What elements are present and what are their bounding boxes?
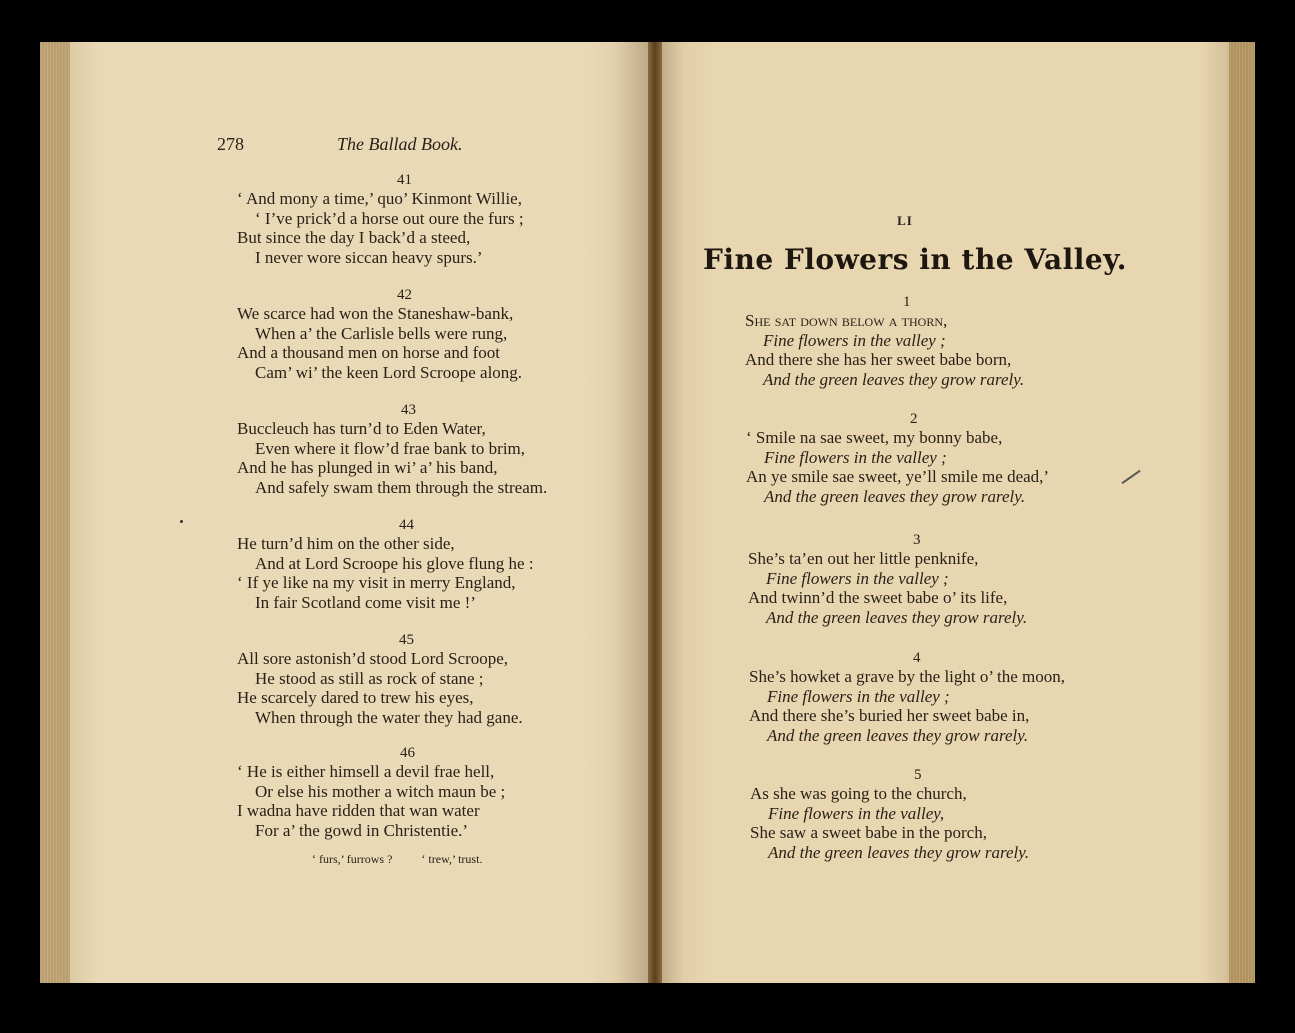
stanza-number: 2: [910, 411, 918, 427]
stanza-44: [237, 518, 597, 612]
stanza-line: As she was going to the church,: [750, 784, 967, 803]
stanza-4: [749, 651, 1119, 745]
stanza-line: She saw a sweet babe in the porch,: [750, 823, 987, 843]
refrain-line: And the green leaves they grow rarely.: [768, 842, 1030, 862]
stanza-number: 3: [913, 532, 921, 548]
stanza-number: 43: [401, 402, 416, 418]
stanza-43: [237, 403, 597, 497]
refrain-line: And the green leaves they grow rarely.: [767, 725, 1029, 745]
running-title: The Ballad Book.: [337, 134, 463, 154]
stanza-41: [237, 173, 577, 267]
stanza-number: 45: [399, 632, 414, 648]
stanza-line: She’s howket a grave by the light o’ the moon,: [749, 667, 1066, 686]
refrain-line: And the green leaves they grow rarely.: [764, 486, 1026, 506]
stanza-number: 41: [397, 172, 412, 188]
stanza-1: [745, 295, 1095, 389]
stanza-line: Even where it flow’d frae bank to brim,: [255, 438, 526, 458]
refrain-line: And the green leaves they grow rarely.: [766, 607, 1028, 627]
refrain-line: Fine flowers in the valley ;: [766, 568, 949, 588]
stanza-line: We scarce had won the Staneshaw-bank,: [237, 304, 514, 323]
stanza-line: ‘ Smile na sae sweet, my bonny babe,: [746, 428, 1003, 447]
stanza-line: For a’ the gowd in Christentie.’: [255, 820, 469, 840]
stanza-number: 5: [914, 767, 922, 783]
page-number: 278: [217, 134, 244, 154]
refrain-line: Fine flowers in the valley ;: [763, 330, 946, 350]
refrain-line: Fine flowers in the valley,: [768, 803, 945, 823]
footnote-trew: ‘ trew,’ trust.: [421, 852, 483, 866]
stanza-line: An ye smile sae sweet, ye’ll smile me dead,’: [746, 467, 1050, 487]
stanza-line: Buccleuch has turn’d to Eden Water,: [237, 419, 486, 438]
stanza-line: And there she’s buried her sweet babe in,: [749, 706, 1030, 726]
stanza-line: She’s ta’en out her little penknife,: [748, 549, 979, 568]
right-page-edges: [1229, 42, 1255, 983]
stanza-line: And safely swam them through the stream.: [255, 477, 548, 497]
stanza-45: [237, 633, 597, 727]
stanza-line: ‘ If ye like na my visit in merry England,: [237, 573, 516, 593]
stanza-line: I never wore siccan heavy spurs.’: [255, 247, 483, 267]
stanza-line: But since the day I back’d a steed,: [237, 228, 471, 248]
stanza-line: I wadna have ridden that wan water: [237, 801, 480, 821]
stanza-line: In fair Scotland come visit me !’: [255, 592, 476, 612]
ink-speck: [180, 520, 183, 523]
stanza-line: And twinn’d the sweet babe o’ its life,: [748, 588, 1008, 608]
refrain-line: Fine flowers in the valley ;: [764, 447, 947, 467]
stanza-number: 42: [397, 287, 412, 303]
stanza-line: And at Lord Scroope his glove flung he :: [255, 553, 534, 573]
stanza-2: [746, 412, 1106, 506]
stanza-line: When through the water they had gane.: [255, 707, 523, 727]
stanza-number: 4: [913, 650, 921, 666]
stanza-46: [237, 746, 597, 840]
stanza-line: All sore astonish’d stood Lord Scroope,: [237, 649, 509, 668]
stanza-line: When a’ the Carlisle bells were rung,: [255, 323, 508, 343]
refrain-line: Fine flowers in the valley ;: [767, 686, 950, 706]
ballad-number: LI: [897, 213, 913, 228]
stanza-line: He turn’d him on the other side,: [237, 534, 455, 553]
stanza-line: She sat down below a thorn,: [745, 311, 948, 330]
stanza-line: Or else his mother a witch maun be ;: [255, 781, 506, 801]
refrain-line: And the green leaves they grow rarely.: [763, 369, 1025, 389]
book-gutter: [648, 42, 662, 983]
stanza-line: ‘ He is either himsell a devil frae hell,: [237, 762, 495, 781]
stanza-line: ‘ And mony a time,’ quo’ Kinmont Willie,: [237, 189, 522, 208]
stanza-3: [748, 533, 1098, 627]
stanza-line: ‘ I’ve prick’d a horse out oure the furs ;: [255, 208, 524, 228]
stanza-line: He stood as still as rock of stane ;: [255, 668, 484, 688]
left-page-edges: [40, 42, 70, 983]
stanza-line: Cam’ wi’ the keen Lord Scroope along.: [255, 362, 523, 382]
stanza-line: And he has plunged in wi’ a’ his band,: [237, 458, 498, 478]
stanza-line: And a thousand men on horse and foot: [237, 343, 500, 363]
stanza-number: 44: [399, 517, 414, 533]
footnotes: [312, 852, 508, 867]
stanza-5: [750, 768, 1100, 862]
stanza-42: [237, 288, 577, 382]
stanza-line: He scarcely dared to trew his eyes,: [237, 688, 474, 708]
footnote-furs: ‘ furs,’ furrows ?: [312, 852, 393, 866]
stanza-number: 1: [903, 294, 911, 310]
stanza-number: 46: [400, 745, 415, 761]
ballad-title: Fine Flowers in the Valley.: [702, 243, 1128, 276]
stanza-line: And there she has her sweet babe born,: [745, 350, 1012, 370]
